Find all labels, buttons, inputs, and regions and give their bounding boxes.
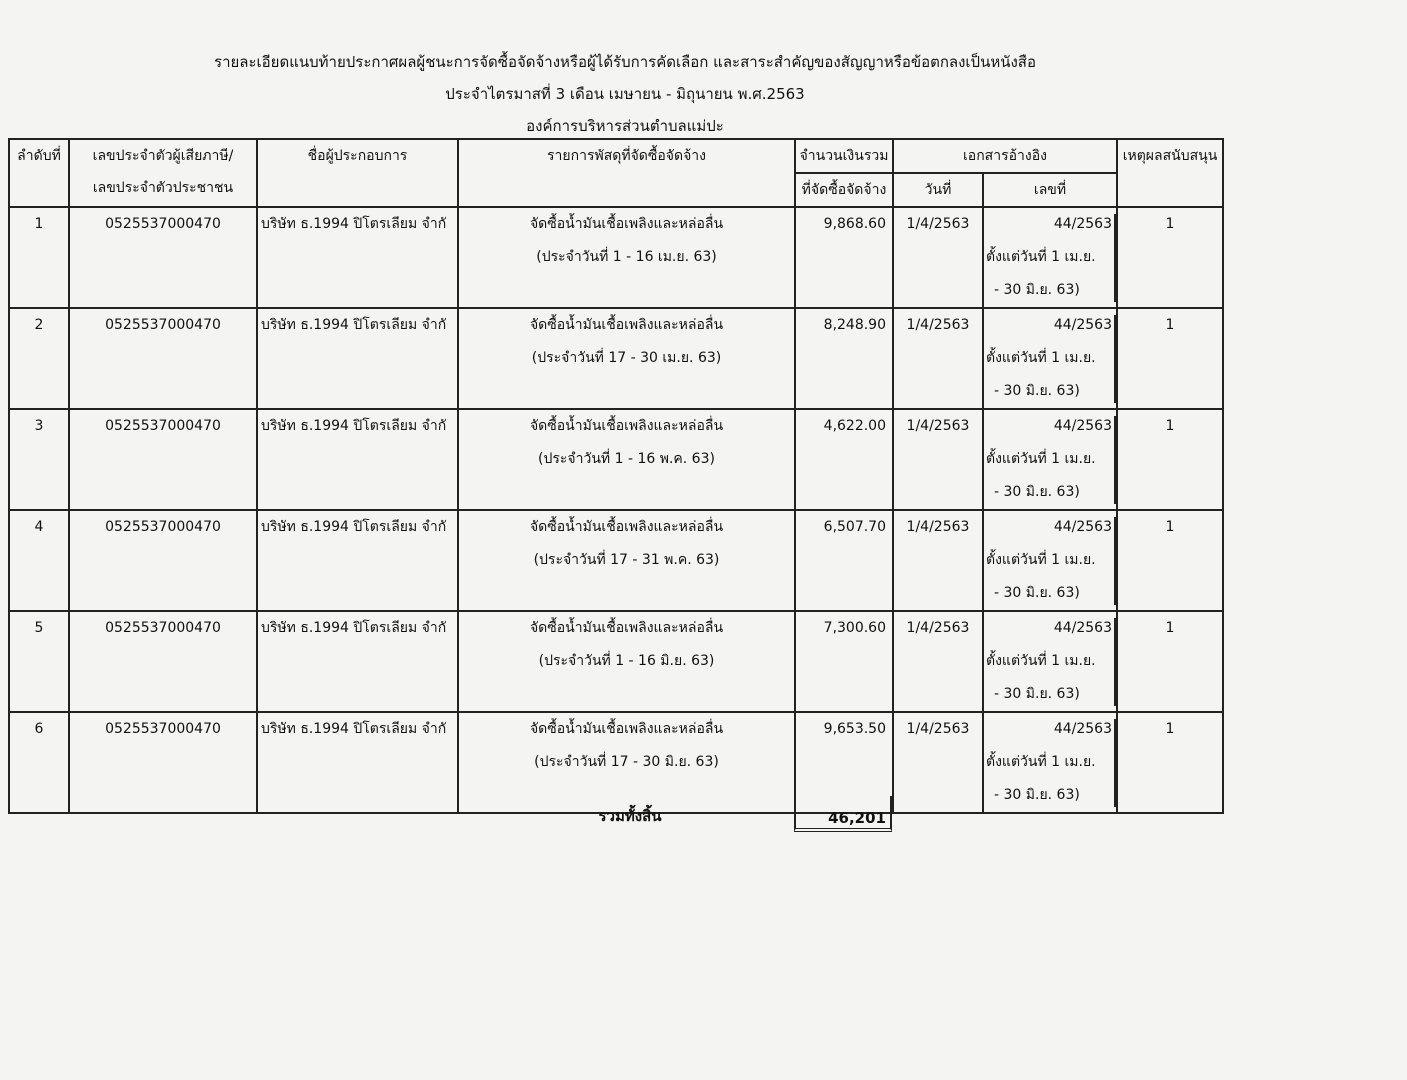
row-period: (ประจำวันที่ 17 - 31 พ.ค. 63) — [533, 552, 720, 568]
row-no: 1 — [34, 216, 44, 232]
header-taxid — [69, 139, 257, 207]
cell-amount — [795, 308, 893, 409]
row-vendor: บริษัท ธ.1994 ปิโตรเลียม จำกั — [261, 519, 447, 535]
cell-item — [458, 611, 795, 712]
cell-date — [893, 308, 983, 409]
row-item: จัดซื้อน้ำมันเชื้อเพลิงและหล่อลื่น — [529, 216, 724, 232]
row-reason: 1 — [1165, 418, 1175, 434]
cell-date — [893, 712, 983, 813]
cell-vendor — [257, 611, 458, 712]
row-reason: 1 — [1165, 216, 1175, 232]
row-no: 6 — [34, 721, 44, 737]
row-ref-l2: ตั้งแต่วันที่ 1 เม.ย. — [986, 249, 1096, 265]
cell-ref-no — [983, 712, 1117, 813]
row-ref-l2: ตั้งแต่วันที่ 1 เม.ย. — [986, 451, 1096, 467]
cell-ref-no — [983, 409, 1117, 510]
row-item: จัดซื้อน้ำมันเชื้อเพลิงและหล่อลื่น — [529, 721, 724, 737]
cell-item — [458, 308, 795, 409]
header-amount-label-2: ที่จัดซื้อจัดจ้าง — [801, 182, 887, 198]
document-title: รายละเอียดแนบท้ายประกาศผลผู้ชนะการจัดซื้อจัดจ้างหรือผู้ได้รับการคัดเลือก และสาระสำคัญของสัญญาหรือข้อตกลงเป็นหนังสือ — [214, 53, 1036, 71]
cell-reason — [1117, 207, 1223, 308]
header-ref-no-label: เลขที่ — [1033, 182, 1067, 198]
table-row — [9, 611, 1223, 712]
row-vendor: บริษัท ธ.1994 ปิโตรเลียม จำกั — [261, 721, 447, 737]
row-ref-no: 44/2563 — [1053, 721, 1112, 737]
cell-vendor — [257, 207, 458, 308]
row-amount: 7,300.60 — [823, 620, 886, 636]
header-amount-2 — [795, 173, 893, 207]
row-vendor: บริษัท ธ.1994 ปิโตรเลียม จำกั — [261, 216, 447, 232]
cell-no — [9, 409, 69, 510]
cell-taxid — [69, 712, 257, 813]
cell-taxid — [69, 611, 257, 712]
row-ref-no: 44/2563 — [1053, 317, 1112, 333]
header-ref-no — [983, 173, 1117, 207]
row-ref-l3: - 30 มิ.ย. 63) — [994, 282, 1080, 298]
ref-divider — [1114, 214, 1116, 302]
row-ref-l3: - 30 มิ.ย. 63) — [994, 686, 1080, 702]
table-row — [9, 308, 1223, 409]
procurement-table — [8, 138, 1224, 814]
row-reason: 1 — [1165, 519, 1175, 535]
row-item: จัดซื้อน้ำมันเชื้อเพลิงและหล่อลื่น — [529, 418, 724, 434]
row-reason: 1 — [1165, 620, 1175, 636]
header-no-label: ลำดับที่ — [17, 148, 61, 164]
row-vendor: บริษัท ธ.1994 ปิโตรเลียม จำกั — [261, 317, 447, 333]
row-period: (ประจำวันที่ 17 - 30 มิ.ย. 63) — [534, 754, 719, 770]
row-ref-no: 44/2563 — [1053, 620, 1112, 636]
cell-item — [458, 712, 795, 813]
ref-divider — [1114, 618, 1116, 706]
header-taxid-label-2: เลขประจำตัวประชาชน — [92, 180, 234, 196]
cell-amount — [795, 611, 893, 712]
cell-ref-no — [983, 207, 1117, 308]
row-ref-l2: ตั้งแต่วันที่ 1 เม.ย. — [986, 653, 1096, 669]
cell-taxid — [69, 510, 257, 611]
header-reason-label: เหตุผลสนับสนุน — [1122, 148, 1218, 164]
total-label: รวมทั้งสิ้น — [598, 807, 662, 825]
row-amount: 9,868.60 — [823, 216, 886, 232]
cell-ref-no — [983, 510, 1117, 611]
row-no: 4 — [34, 519, 44, 535]
cell-ref-no — [983, 308, 1117, 409]
header-reason — [1117, 139, 1223, 207]
row-reason: 1 — [1165, 721, 1175, 737]
table-row — [9, 712, 1223, 813]
row-taxid: 0525537000470 — [105, 418, 221, 434]
cell-taxid — [69, 409, 257, 510]
cell-no — [9, 308, 69, 409]
row-ref-l3: - 30 มิ.ย. 63) — [994, 787, 1080, 803]
cell-reason — [1117, 409, 1223, 510]
cell-item — [458, 409, 795, 510]
cell-vendor — [257, 308, 458, 409]
cell-vendor — [257, 712, 458, 813]
row-no: 2 — [34, 317, 44, 333]
row-ref-l2: ตั้งแต่วันที่ 1 เม.ย. — [986, 552, 1096, 568]
row-taxid: 0525537000470 — [105, 317, 221, 333]
cell-item — [458, 510, 795, 611]
row-period: (ประจำวันที่ 1 - 16 มิ.ย. 63) — [538, 653, 715, 669]
cell-no — [9, 712, 69, 813]
table-row — [9, 510, 1223, 611]
cell-amount — [795, 207, 893, 308]
row-reason: 1 — [1165, 317, 1175, 333]
row-period: (ประจำวันที่ 1 - 16 เม.ย. 63) — [536, 249, 717, 265]
row-amount: 8,248.90 — [823, 317, 886, 333]
row-ref-no: 44/2563 — [1053, 216, 1112, 232]
row-item: จัดซื้อน้ำมันเชื้อเพลิงและหล่อลื่น — [529, 317, 724, 333]
header-items-label: รายการพัสดุที่จัดซื้อจัดจ้าง — [547, 148, 706, 164]
row-item: จัดซื้อน้ำมันเชื้อเพลิงและหล่อลื่น — [529, 620, 724, 636]
row-date: 1/4/2563 — [906, 620, 970, 636]
row-ref-l2: ตั้งแต่วันที่ 1 เม.ย. — [986, 350, 1096, 366]
row-ref-l3: - 30 มิ.ย. 63) — [994, 484, 1080, 500]
row-date: 1/4/2563 — [906, 519, 970, 535]
cell-taxid — [69, 308, 257, 409]
cell-no — [9, 611, 69, 712]
ref-divider — [1114, 315, 1116, 403]
cell-ref-no — [983, 611, 1117, 712]
ref-divider — [1114, 517, 1116, 605]
row-amount: 9,653.50 — [823, 721, 886, 737]
row-ref-l3: - 30 มิ.ย. 63) — [994, 383, 1080, 399]
row-item: จัดซื้อน้ำมันเชื้อเพลิงและหล่อลื่น — [529, 519, 724, 535]
cell-reason — [1117, 510, 1223, 611]
row-taxid: 0525537000470 — [105, 721, 221, 737]
header-items — [458, 139, 795, 207]
row-taxid: 0525537000470 — [105, 620, 221, 636]
row-amount: 4,622.00 — [823, 418, 886, 434]
cell-vendor — [257, 409, 458, 510]
header-ref-date-label: วันที่ — [924, 182, 952, 198]
cell-taxid — [69, 207, 257, 308]
row-taxid: 0525537000470 — [105, 216, 221, 232]
header-ref — [893, 139, 1117, 173]
cell-reason — [1117, 308, 1223, 409]
row-ref-no: 44/2563 — [1053, 418, 1112, 434]
cell-amount — [795, 510, 893, 611]
row-date: 1/4/2563 — [906, 317, 970, 333]
row-date: 1/4/2563 — [906, 721, 970, 737]
cell-date — [893, 510, 983, 611]
cell-date — [893, 611, 983, 712]
header-ref-date — [893, 173, 983, 207]
row-date: 1/4/2563 — [906, 418, 970, 434]
ref-divider — [1114, 719, 1116, 807]
header-no — [9, 139, 69, 207]
row-ref-l3: - 30 มิ.ย. 63) — [994, 585, 1080, 601]
cell-no — [9, 510, 69, 611]
header-amount-label-1: จำนวนเงินรวม — [799, 148, 889, 164]
row-vendor: บริษัท ธ.1994 ปิโตรเลียม จำกั — [261, 418, 447, 434]
row-date: 1/4/2563 — [906, 216, 970, 232]
table-row — [9, 207, 1223, 308]
cell-no — [9, 207, 69, 308]
cell-amount — [795, 409, 893, 510]
cell-date — [893, 409, 983, 510]
cell-item — [458, 207, 795, 308]
row-amount: 6,507.70 — [823, 519, 886, 535]
cell-reason — [1117, 611, 1223, 712]
header-vendor — [257, 139, 458, 207]
cell-reason — [1117, 712, 1223, 813]
row-no: 5 — [34, 620, 44, 636]
row-period: (ประจำวันที่ 17 - 30 เม.ย. 63) — [531, 350, 722, 366]
row-taxid: 0525537000470 — [105, 519, 221, 535]
cell-vendor — [257, 510, 458, 611]
row-period: (ประจำวันที่ 1 - 16 พ.ค. 63) — [538, 451, 715, 467]
quarter-line: ประจำไตรมาสที่ 3 เดือน เมษายน - มิถุนายน พ.ศ.2563 — [445, 85, 805, 103]
organization-name: องค์การบริหารส่วนตำบลแม่ปะ — [526, 117, 724, 135]
row-ref-no: 44/2563 — [1053, 519, 1112, 535]
ref-divider — [1114, 416, 1116, 504]
row-ref-l2: ตั้งแต่วันที่ 1 เม.ย. — [986, 754, 1096, 770]
header-taxid-label-1: เลขประจำตัวผู้เสียภาษี/ — [92, 148, 234, 164]
total-value: 46,201 — [794, 796, 892, 832]
row-no: 3 — [34, 418, 44, 434]
table-row — [9, 409, 1223, 510]
header-ref-label: เอกสารอ้างอิง — [963, 148, 1047, 164]
header-amount-1 — [795, 139, 893, 173]
header-vendor-label: ชื่อผู้ประกอบการ — [307, 148, 408, 164]
row-vendor: บริษัท ธ.1994 ปิโตรเลียม จำกั — [261, 620, 447, 636]
cell-date — [893, 207, 983, 308]
